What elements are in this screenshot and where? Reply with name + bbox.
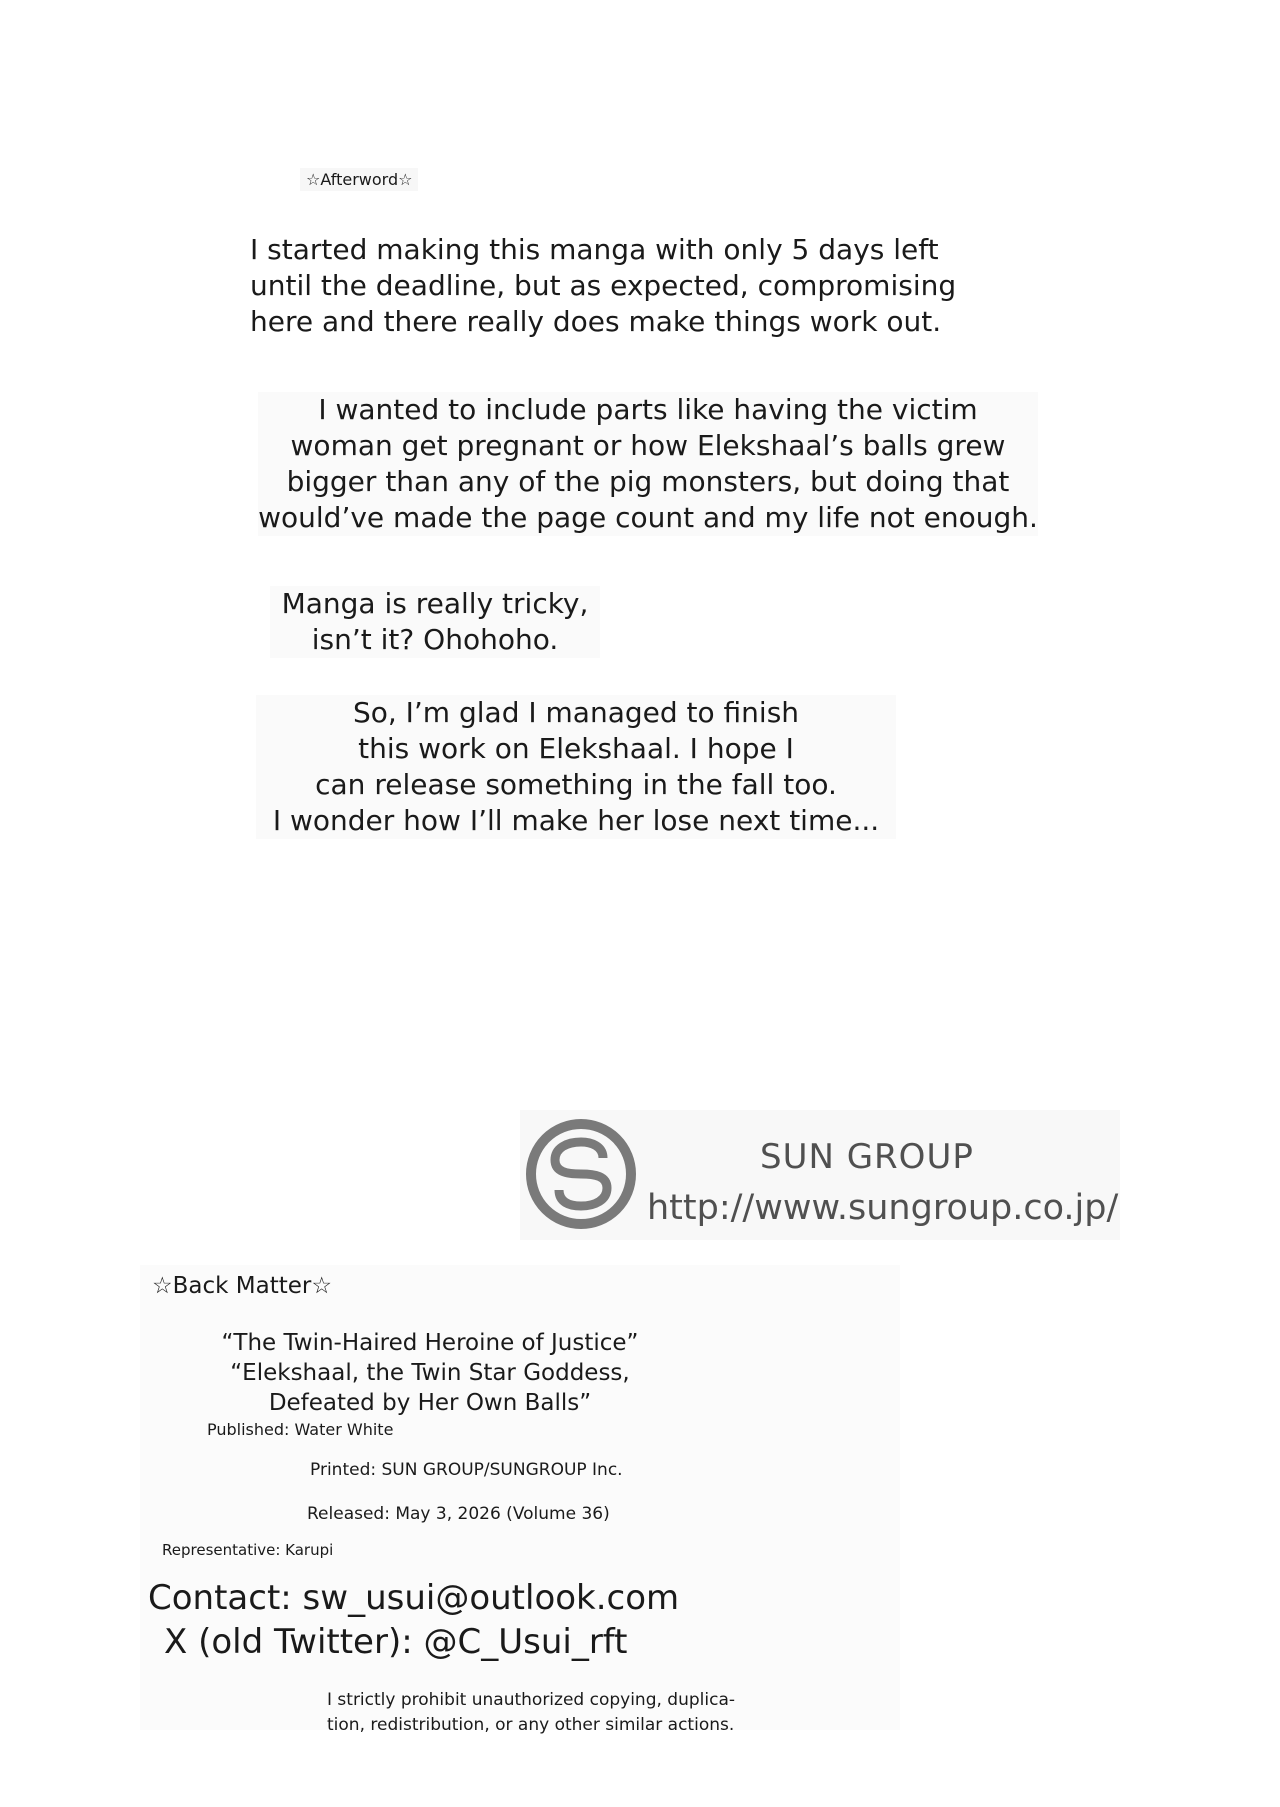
afterword-paragraph-4 [256,695,896,839]
paragraph-line: would’ve made the page count and my life not enough. [258,501,1038,534]
paragraph-line: can release something in the fall too. [315,768,837,801]
copyright-notice [327,1688,747,1738]
notice-line: I strictly prohibit unauthorized copying, duplica- [327,1690,736,1710]
paragraph-line: I wonder how I’ll make her lose next time... [272,804,880,837]
back-matter-heading: ☆Back Matter☆ [152,1273,332,1299]
notice-line: tion, redistribution, or any other similar actions. [327,1715,735,1735]
back-matter-title [185,1328,675,1418]
afterword-paragraph-1 [250,232,957,340]
contact-email: Contact: sw_usui@outlook.com [148,1578,680,1618]
paragraph-line: until the deadline, but as expected, compromising [250,269,957,302]
paragraph-line: I wanted to include parts like having the victim [318,393,978,426]
paragraph-line: isn’t it? Ohohoho. [311,623,559,656]
paragraph-line: So, I’m glad I managed to finish [352,696,800,729]
afterword-paragraph-3 [270,586,600,658]
paragraph-line: I started making this manga with only 5 days left [250,233,939,266]
sun-group-logo-icon [525,1118,637,1230]
paragraph-line: woman get pregnant or how Elekshaal’s balls grew [290,429,1006,462]
representative-line: Representative: Karupi [162,1541,334,1559]
paragraph-line: Manga is really tricky, [281,587,589,620]
paragraph-line: here and there really does make things work out. [250,305,942,338]
title-line: “Elekshaal, the Twin Star Goddess, [230,1360,630,1386]
printer-url: http://www.sungroup.co.jp/ [647,1188,1119,1228]
printed-line: Printed: SUN GROUP/SUNGROUP Inc. [310,1460,623,1480]
afterword-paragraph-2 [258,392,1038,536]
contact-block [148,1576,679,1664]
contact-x-account: X (old Twitter): @C_Usui_rft [164,1622,628,1662]
title-line: “The Twin-Haired Heroine of Justice” [221,1330,639,1356]
printer-name: SUN GROUP [760,1137,974,1177]
paragraph-line: bigger than any of the pig monsters, but doing that [286,465,1010,498]
paragraph-line: this work on Elekshaal. I hope I [358,732,794,765]
published-line: Published: Water White [207,1420,394,1439]
title-line: Defeated by Her Own Balls” [268,1390,592,1416]
released-line: Released: May 3, 2026 (Volume 36) [307,1504,610,1524]
afterword-heading: ☆Afterword☆ [300,168,418,191]
